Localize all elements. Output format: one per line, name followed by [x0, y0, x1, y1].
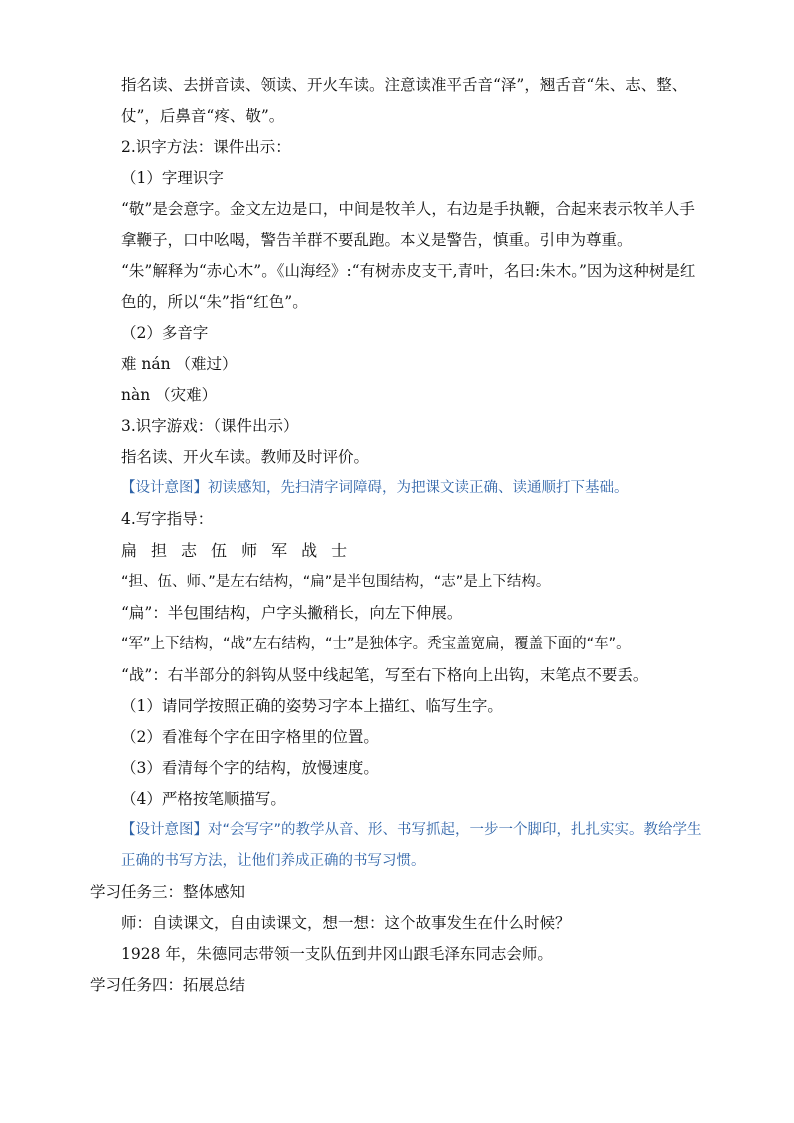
heading-literacy-game: 3.识字游戏：（课件出示） [121, 417, 299, 435]
paragraph-bian-guidance: “扁”：半包围结构，户字头撇稍长，向左下伸展。 [121, 604, 463, 622]
char-item: 志 [181, 541, 198, 560]
char-item: 担 [151, 541, 168, 560]
paragraph-teacher-question: 师：自读课文，自由读课文，想一想：这个故事发生在什么时候？ [121, 914, 571, 932]
paragraph-zhu-explanation: “朱”解释为“赤心木”。《山海经》:“有树赤皮支干,青叶，名曰:朱木。”因为这种树是红色的，所以“朱”指“红色”。 [121, 262, 696, 311]
writing-characters-row [90, 535, 708, 567]
char-item: 扁 [121, 541, 138, 560]
heading-task-four: 学习任务四：拓展总结 [90, 976, 246, 994]
step-2: （2）看准每个字在田字格里的位置。 [121, 728, 379, 746]
design-intent-note-1 [90, 473, 708, 504]
paragraph-answer-1928: 1928 年，朱德同志带领一支队伍到井冈山跟毛泽东同志会师。 [121, 945, 553, 963]
heading-task-three: 学习任务三：整体感知 [90, 883, 246, 901]
char-item: 士 [331, 541, 348, 560]
paragraph-jing-explanation: “敬”是会意字。金文左边是口，中间是牧羊人，右边是手执鞭，合起来表示牧羊人手拿鞭子，口中吆喝，警告羊群不要乱跑。本义是警告，慎重。引申为尊重。 [121, 200, 695, 249]
paragraph-zhan-guidance: “战”：右半部分的斜钩从竖中线起笔，写至右下格向上出钩，末笔点不要丢。 [121, 666, 649, 684]
subheading-polyphonic: （2）多音字 [121, 324, 209, 342]
char-item: 战 [301, 541, 318, 560]
step-3: （3）看清每个字的结构，放慢速度。 [121, 759, 379, 777]
paragraph-reading-practice: 指名读、去拼音读、领读、开火车读。注意读准平舌音“泽”，翘舌音“朱、志、整、仗”，后鼻音“疼、敬”。 [121, 76, 688, 125]
step-4: （4）严格按笔顺描写。 [121, 790, 286, 808]
design-intent-tag: 【设计意图】 [121, 822, 208, 838]
char-item: 军 [271, 541, 288, 560]
paragraph-structure-types: “担、伍、师、”是左右结构，“扁”是半包围结构，“志”是上下结构。 [121, 574, 551, 590]
document-page [90, 70, 708, 1001]
polyphonic-nan-2: nàn （灾难） [121, 386, 218, 404]
design-intent-note-2 [90, 815, 708, 877]
step-1: （1）请同学按照正确的姿势习字本上描红、临写生字。 [121, 697, 503, 715]
polyphonic-nan-1: 难 nán （难过） [121, 355, 238, 373]
heading-literacy-method: 2.识字方法：课件出示： [121, 138, 291, 156]
paragraph-reading-evaluation: 指名读、开火车读。教师及时评价。 [121, 448, 370, 466]
design-intent-body: 对“会写字”的教学从音、形、书写抓起，一步一个脚印，扎扎实实。教给学生正确的书写方法，让他们养成正确的书写习惯。 [121, 822, 702, 869]
char-item: 师 [241, 541, 258, 560]
subheading-character-logic: （1）字理识字 [121, 169, 224, 187]
heading-writing-guidance: 4.写字指导： [121, 510, 214, 528]
paragraph-jun-guidance: “军”上下结构，“战”左右结构，“士”是独体字。秃宝盖宽扁，覆盖下面的“车”。 [121, 636, 631, 652]
char-item: 伍 [211, 541, 228, 560]
design-intent-tag: 【设计意图】 [121, 480, 208, 496]
design-intent-body: 初读感知，先扫清字词障碍，为把课文读正确、读通顺打下基础。 [208, 480, 629, 496]
